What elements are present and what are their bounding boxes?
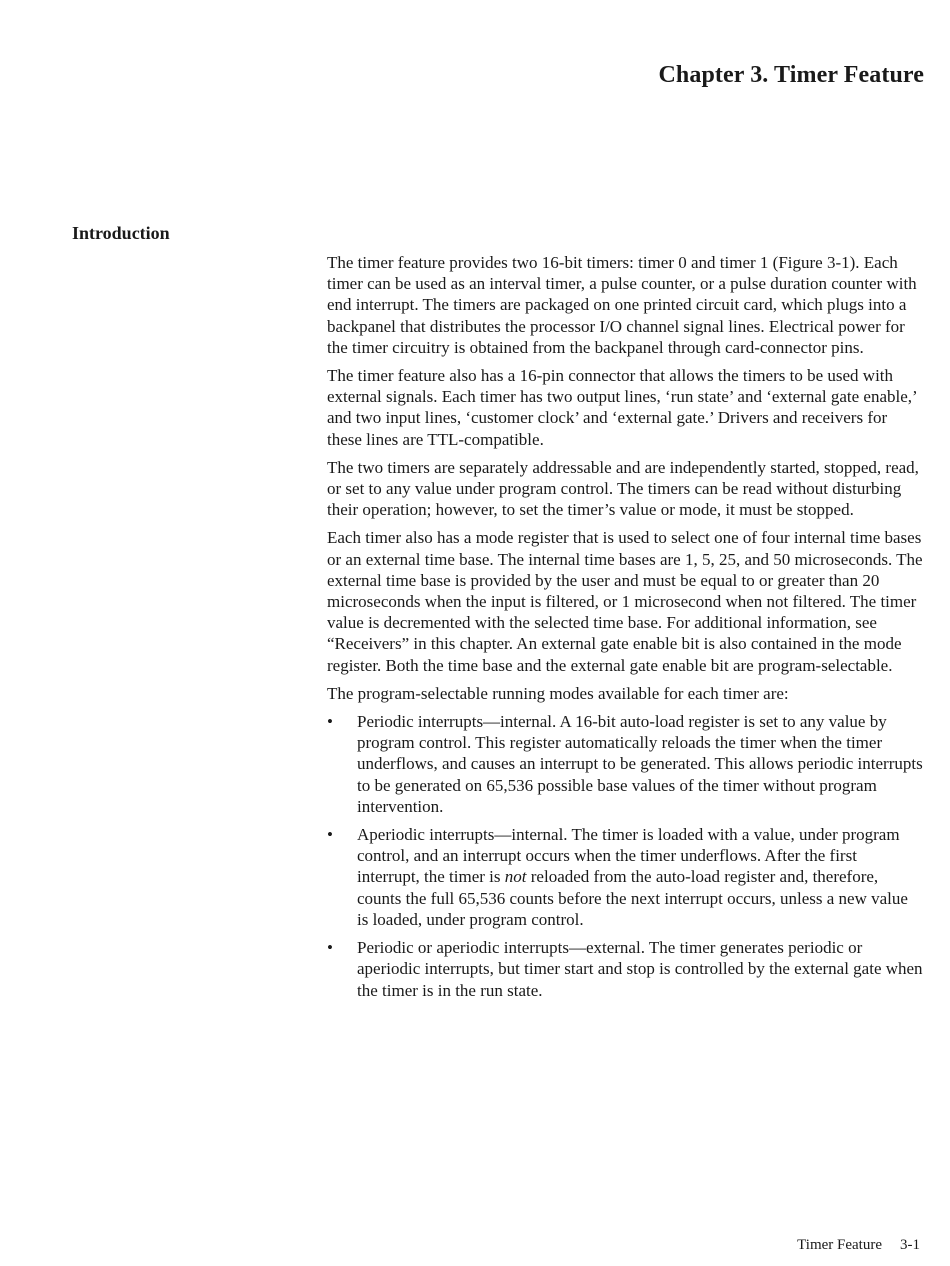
paragraph-3: The two timers are separately addressable and are independently started, stopped, read, or set to any value under program control. The timers can be read without disturbing their operation; however, to set the timer’s value or mode, it must be stopped. bbox=[327, 457, 919, 520]
bullet-icon: • bbox=[327, 712, 333, 732]
paragraph-4: Each timer also has a mode register that is used to select one of four internal time bases or an external time base. The internal time bases are 1, 5, 25, and 50 microseconds. The external time base is provided by the user and must be equal to or greater than 20 microseconds when the input is filtered, or 1 microsecond when not filtered. The timer value is decremented with the selected time base. For additional information, see “Receivers” in this chapter. An external gate enable bit is also contained in the mode register. Both the time base and the external gate enable bit are program-selectable. bbox=[327, 528, 923, 675]
section-heading: Introduction bbox=[72, 223, 170, 243]
chapter-title: Chapter 3. Timer Feature bbox=[658, 62, 924, 88]
paragraph-5: The program-selectable running modes available for each timer are: bbox=[327, 683, 789, 703]
list-item-text: Periodic or aperiodic interrupts—external. The timer generates periodic or aperiodic interrupts, but timer start and stop is controlled by the external gate when the timer is in the run state. bbox=[357, 938, 923, 1000]
list-item-text bbox=[357, 825, 908, 929]
list-item bbox=[327, 711, 923, 817]
list-item bbox=[327, 824, 923, 930]
list-item-text-part: Aperiodic interrupts—internal. The timer is loaded with a value, under program control, and an interrupt occurs when the timer underflows. After the first interrupt, the timer is bbox=[357, 825, 900, 887]
list-item bbox=[327, 937, 923, 1001]
running-modes-list bbox=[327, 711, 923, 1001]
bullet-icon: • bbox=[327, 938, 333, 958]
emphasis-text: not bbox=[504, 867, 527, 887]
paragraph-1: The timer feature provides two 16-bit timers: timer 0 and timer 1 (Figure 3-1). Each timer can be used as an interval timer, a pulse counter, or a pulse duration counter with end interrupt. The timers are packaged on one printed circuit card, which plugs into a backpanel that distributes the processor I/O channel signal lines. Electrical power for the timer circuitry is obtained from the backpanel through card-connector pins. bbox=[327, 253, 917, 357]
body-text bbox=[327, 252, 923, 1008]
paragraph-2: The timer feature also has a 16-pin connector that allows the timers to be used with external signals. Each timer has two output lines, ‘run state’ and ‘external gate enable,’ and two input lines, ‘customer clock’ and ‘external gate.’ Drivers and receivers for these lines are TTL-compatible. bbox=[327, 366, 917, 449]
footer-label: Timer Feature bbox=[797, 1237, 882, 1253]
list-item-text-part: reloaded from the auto-load register and, therefore, counts the full 65,536 counts before the next interrupt occurs, unless a new value is loaded, under program control. bbox=[357, 867, 908, 929]
page-footer bbox=[797, 1237, 920, 1254]
page-number: 3-1 bbox=[900, 1237, 920, 1253]
bullet-icon: • bbox=[327, 825, 333, 845]
list-item-text: Periodic interrupts—internal. A 16-bit auto-load register is set to any value by program control. This register automatically reloads the timer when the timer underflows, and causes an interrupt to be generated. This allows periodic interrupts to be generated on 65,536 possible base values of the timer without program intervention. bbox=[357, 712, 923, 816]
